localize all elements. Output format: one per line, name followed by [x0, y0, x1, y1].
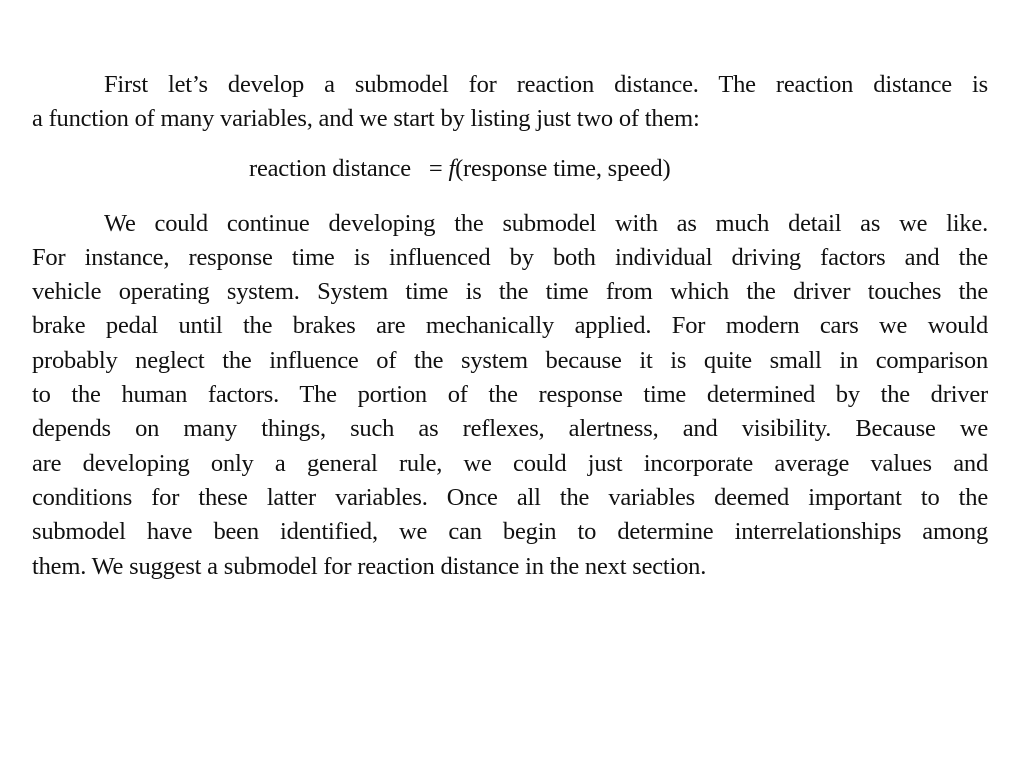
text-line: First let’s develop a submodel for reaction distance. The reaction distance is [104, 71, 988, 98]
reaction-distance-equation [32, 152, 988, 186]
text-line: a function of many variables, and we start by listing just two of them: [32, 105, 700, 133]
equation-args: (response time, speed) [455, 154, 671, 182]
text-line: to the human factors. The portion of the response time determined by the driver [32, 381, 988, 409]
text-line: submodel have been identified, we can begin to determine interrelationships among [32, 518, 988, 546]
text-line: conditions for these latter variables. Once all the variables deemed important to the [32, 483, 988, 511]
text-line: are developing only a general rule, we could just incorporate average values and [32, 449, 988, 477]
text-line: For instance, response time is influenced by both individual driving factors and the [32, 243, 988, 271]
paragraph-reaction-distance-intro [32, 68, 988, 137]
text-line: depends on many things, such as reflexes, alertness, and visibility. Because we [32, 415, 988, 443]
text-line: vehicle operating system. System time is the time from which the driver touches the [32, 278, 988, 306]
paragraph-submodel-detail [32, 207, 988, 584]
equation-equals: = [428, 154, 443, 182]
text-line: brake pedal until the brakes are mechanically applied. For modern cars we would [32, 312, 988, 340]
text-line: probably neglect the influence of the system because it is quite small in comparison [32, 346, 988, 374]
text-line: them. We suggest a submodel for reaction distance in the next section. [32, 552, 707, 580]
document-page [32, 68, 988, 584]
equation-function: f [448, 154, 456, 182]
equation-lhs: reaction distance [249, 154, 411, 182]
text-line: We could continue developing the submodel with as much detail as we like. [104, 209, 988, 237]
